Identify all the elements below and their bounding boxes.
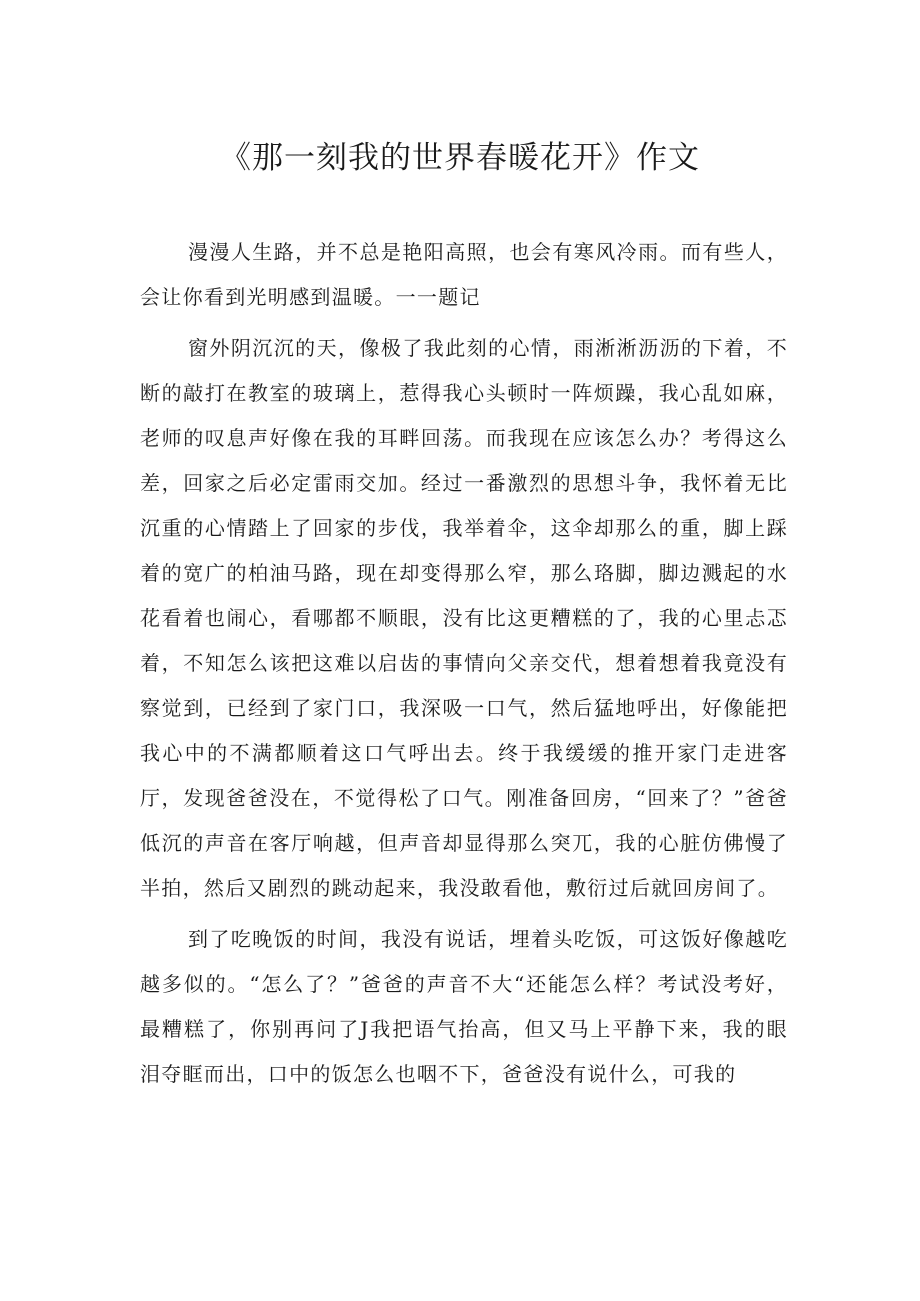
document-body: [140, 230, 788, 1097]
paragraph-epigraph: 漫漫人生路，并不总是艳阳高照，也会有寒风冷雨。而有些人，会让你看到光明感到温暖。一一题记: [140, 240, 788, 309]
paragraph-way-home: 窗外阴沉沉的天，像极了我此刻的心情，雨淅淅沥沥的下着，不断的敲打在教室的玻璃上，惹得我心头顿时一阵烦躁，我心乱如麻，老师的叹息声好像在我的耳畔回荡。而我现在应该怎么办？考得这么差，回家之后必定雷雨交加。经过一番激烈的思想斗争，我怀着无比沉重的心情踏上了回家的步伐，我举着伞，这伞却那么的重，脚上踩着的宽广的柏油马路，现在却变得那么窄，那么珞脚，脚边溅起的水花看着也闹心，看哪都不顺眼，没有比这更糟糕的了，我的心里忐忑着，不知怎么该把这难以启齿的事情向父亲交代，想着想着我竟没有察觉到，已经到了家门口，我深吸一口气，然后猛地呼出，好像能把我心中的不满都顺着这口气呼出去。终于我缓缓的推开家门走进客厅，发现爸爸没在，不觉得松了口气。刚准备回房，“回来了？”爸爸低沉的声音在客厅响越，但声音却显得那么突兀，我的心脏仿佛慢了半拍，然后又剧烈的跳动起来，我没敢看他，敷衍过后就回房间了。: [140, 336, 788, 900]
paragraph-dinner: 到了吃晚饭的时间，我没有说话，埋着头吃饭，可这饭好像越吃越多似的。“怎么了？”爸爸的声音不大“还能怎么样？考试没考好，最糟糕了，你别再问了J我把语气抬高，但又马上平静下来，我的眼泪夺眶而出，口中的饭怎么也咽不下，爸爸没有说什么，可我的: [140, 927, 788, 1086]
document-title: 《那一刻我的世界春暖花开》作文: [220, 140, 700, 176]
